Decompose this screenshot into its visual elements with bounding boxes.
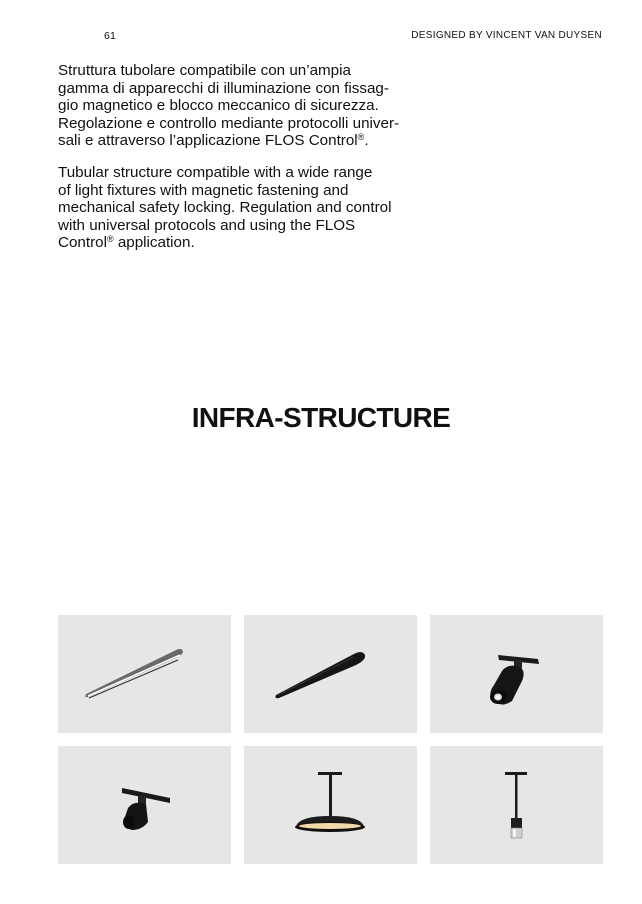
description-english-line: Tubular structure compatible with a wide range — [58, 164, 373, 181]
tapered-linear-fixture-icon — [244, 615, 417, 733]
product-tile-tapered-linear[interactable] — [244, 615, 417, 733]
product-tile-pendant[interactable] — [430, 746, 603, 864]
track-spotlight-icon — [58, 746, 231, 864]
description-italian-line: gamma di apparecchi di illuminazione con fissag- — [58, 79, 389, 97]
description-italian-line: Struttura tubolare compatibile con un’ampia — [58, 62, 351, 79]
pendant-cylinder-icon — [430, 746, 603, 864]
section-title: INFRA-STRUCTURE — [191, 402, 451, 433]
product-tile-magnetic-spot[interactable] — [430, 615, 603, 733]
designer-credit: DESIGNED BY VINCENT VAN DUYSEN — [411, 30, 602, 41]
description-italian-line: gio magnetico e blocco meccanico di sicurezza. — [58, 97, 379, 115]
product-tile-track-spot[interactable] — [58, 746, 231, 864]
description-english-line: of light fixtures with magnetic fastening and — [58, 181, 349, 199]
magnetic-spotlight-icon — [430, 615, 603, 733]
description-english-suffix: application. — [113, 234, 195, 252]
description-italian-line — [58, 132, 438, 150]
product-tile-linear[interactable] — [58, 615, 231, 733]
product-grid — [58, 615, 603, 865]
linear-led-fixture-icon — [58, 615, 231, 733]
description-english — [58, 164, 438, 252]
description-italian-period: . — [364, 132, 369, 150]
description-english-line — [58, 234, 438, 252]
description-italian — [58, 62, 438, 150]
registered-mark: ® — [357, 132, 365, 143]
page-number: 61 — [104, 30, 117, 42]
product-tile-suspension-disc[interactable] — [244, 746, 417, 864]
description-italian-text: sali e attraverso l’applicazione FLOS Control — [58, 132, 358, 150]
description-english-line: with universal protocols and using the FLOS — [58, 216, 356, 234]
round-suspension-disc-icon — [244, 746, 417, 864]
description-italian-line: Regolazione e controllo mediante protocolli univer- — [58, 114, 400, 132]
description-english-line: mechanical safety locking. Regulation and control — [58, 199, 392, 217]
description-english-text: Control — [58, 234, 107, 252]
registered-mark: ® — [106, 234, 114, 245]
